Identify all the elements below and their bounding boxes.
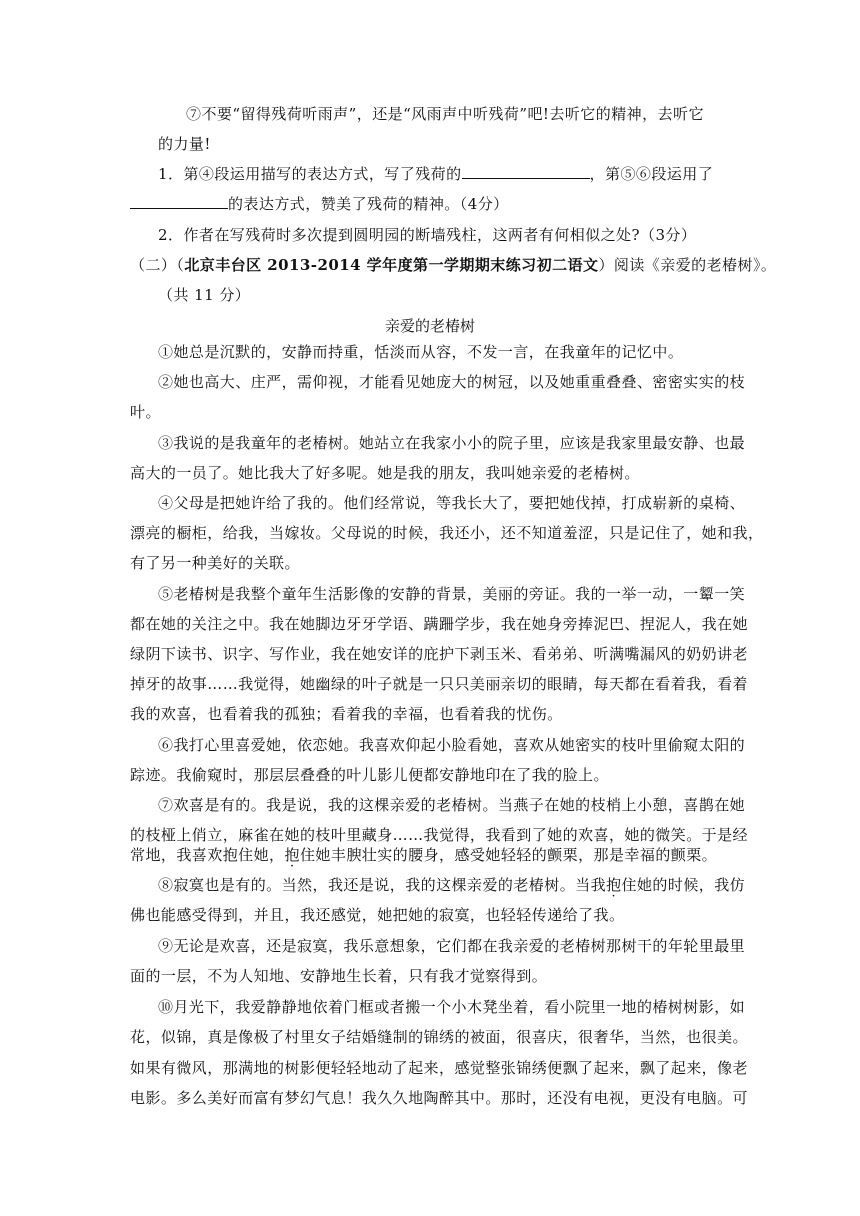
article-line: 叶。 [130,403,161,422]
emphasis-char: 抱 [606,876,622,894]
paragraph-7-line-2: 的力量! [158,135,211,153]
paragraph-7-line-1: ⑦不要“留得残荷听雨声”，还是“风雨声中听残荷”吧!去听它的精神，去听它 [186,105,704,123]
question-1-line-2 [130,194,509,214]
article-line-18 [130,845,717,865]
section-open: （二）（ [130,256,185,274]
section-source: 北京丰台区 2013-2014 学年度第一学期期末练习初二语文 [184,256,599,274]
section-score: （共 11 分） [158,286,251,304]
article-line: ①她总是沉默的，安静而持重，恬淡而从容，不发一言，在我童年的记忆中。 [158,343,684,361]
article-line: 花，似锦，真是像极了村里女子结婚缝制的锦绣的被面，很喜庆，很奢华，当然，也很美。 [130,1028,749,1046]
article-line: 电影。多么美好而富有梦幻气息！我久久地陶醉其中。那时，还没有电视，更没有电脑。可 [130,1089,749,1107]
line-19-text-b: 住她的时候，我仿 [621,876,746,894]
article-line: 如果有微风，那满地的树影便轻轻地动了起来，感觉整张锦绣便飘了起来，飘了起来，像老 [130,1058,749,1077]
article-line: ②她也高大、庄严，需仰视，才能看见她庞大的树冠，以及她重重叠叠、密密实实的枝 [158,373,746,392]
article-line: 面的一层，不为人知地、安静地生长着，只有我才觉察得到。 [130,967,548,985]
article-line: 佛也能感受得到，并且，我还感觉，她把她的寂寞，也轻轻传递给了我。 [130,906,625,924]
article-line: 掉牙的故事……我觉得，她幽绿的叶子就是一只只美丽亲切的眼睛，每天都在看着我，看着 [130,675,749,694]
question-1-text-a: 1．第④段运用描写的表达方式，写了残荷的 [158,165,462,183]
emphasis-char: 抱 [284,846,300,864]
article-line: ③我说的是我童年的老椿树。她站立在我家小小的院子里，应该是我家里最安静、也最 [158,433,746,452]
article-line: 高大的一员了。她比我大了好多呢。她是我的朋友，我叫她亲爱的老椿树。 [130,463,640,482]
article-line: 我的欢喜，也看着我的孤独；看着我的幸福，也看着我的忧伤。 [130,705,563,724]
article-line: ④父母是把她许给了我的。他们经常说，等我长大了，要把她伐掉，打成崭新的桌椅、 [158,494,746,512]
line-18-text-a: 常地，我喜欢抱住她， [130,846,285,864]
article-line: ⑨无论是欢喜，还是寂寞，我乐意想象，它们都在我亲爱的老椿树那树干的年轮里最里 [158,936,746,955]
question-2: 2．作者在写残荷时多次提到圆明园的断墙残柱，这两者有何相似之处?（3分） [158,226,697,244]
article-line: 漂亮的橱柜，给我，当嫁妆。父母说的时候，我还小，还不知道羞涩，只是记住了，她和我， [130,524,764,543]
article-line-19 [158,875,745,895]
section-close: ）阅读《亲爱的老椿树》。 [598,256,777,274]
section-heading [130,255,776,275]
answer-blank-1[interactable] [462,164,590,179]
article-line: 踪迹。我偷窥时，那层层叠叠的叶儿影儿便都安静地印在了我的脸上。 [130,765,609,784]
article-line: ⑥我打心里喜爱她，依恋她。我喜欢仰起小脸看她，喜欢从她密实的枝叶里偷窥太阳的 [158,735,746,754]
article-title: 亲爱的老椿树 [384,317,475,335]
article-line: 有了另一种美好的关联。 [130,554,300,573]
question-1-text-b: ，第⑤⑥段运用了 [589,165,714,183]
article-line: 都在她的关注之中。我在她脚边牙牙学语、蹒跚学步，我在她身旁捧泥巴、捏泥人，我在她 [130,614,749,633]
question-1-line-1 [158,164,713,184]
article-line: ⑩月光下，我爱静静地依着门框或者搬一个小木凳坐着，看小院里一地的椿树树影，如 [158,997,746,1016]
answer-blank-2[interactable] [130,194,228,209]
article-line: 的枝桠上俏立，麻雀在她的枝叶里藏身……我觉得，我看到了她的欢喜，她的微笑。于是经 [130,826,749,845]
article-line: 绿阴下读书、识字、写作业，我在她安详的庇护下剥玉米、看弟弟、听满嘴漏风的奶奶讲老 [130,645,749,663]
article-line: ⑤老椿树是我整个童年生活影像的安静的背景，美丽的旁证。我的一举一动，一颦一笑 [158,584,746,603]
line-18-text-b: 住她丰腴壮实的腰身，感受她轻轻的颤栗，那是幸福的颤栗。 [299,846,718,864]
line-19-text-a: ⑧寂寞也是有的。当然，我还是说，我的这棵亲爱的老椿树。当我 [158,876,607,894]
question-1-text-c: 的表达方式，赞美了残荷的精神。（4分） [228,195,509,213]
article-line: ⑦欢喜是有的。我是说，我的这棵亲爱的老椿树。当燕子在她的枝梢上小憩，喜鹊在她 [158,796,746,814]
